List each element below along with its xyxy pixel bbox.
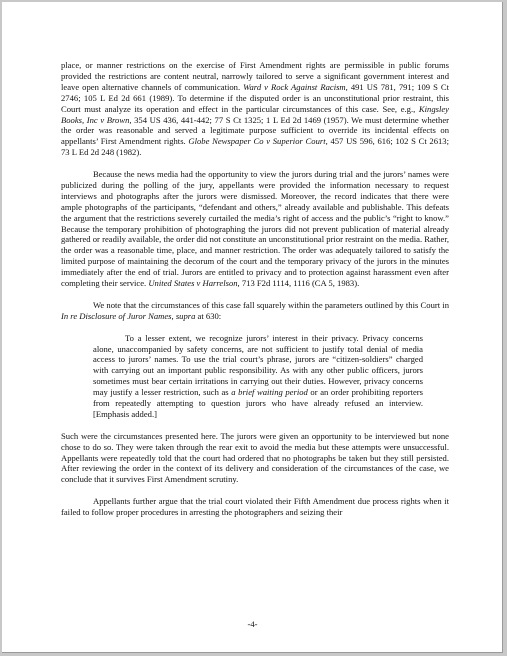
text-segment: at 630:	[195, 310, 222, 321]
citation-italic: Ward v Rock Against Racism	[243, 81, 346, 92]
text-segment: or an order prohibiting reporters from repeatedly attempting to question jurors who have already refused an interview. [Emphasis added.]	[93, 387, 423, 419]
text-segment: , 713 F2d 1114, 1116 (CA 5, 1983).	[237, 278, 360, 289]
page-number: -4-	[247, 619, 258, 629]
document-page	[2, 2, 503, 653]
citation-italic: Globe Newspaper Co v Superior Court	[188, 136, 326, 147]
citation-italic: a brief waiting period	[231, 387, 308, 398]
paragraph-news-media	[61, 169, 449, 289]
text-segment: , 491 US 781, 791; 109 S Ct 2746; 105 L Ed 2d 661 (1989). To determine if the disputed order is an unconstitutional prior restraint, this Court must analyze its operation and effect in the particular circumstances of this case. See, e.g.,	[61, 81, 449, 114]
text-segment: Appellants further argue that the trial court violated their Fifth Amendment due process rights when it failed to follow proper procedures in arresting the photographers and seizing their	[61, 496, 449, 518]
text-segment: We note that the circumstances of this case fall squarely within the parameters outlined by this Court in	[93, 299, 449, 310]
block-quote	[93, 333, 423, 420]
text-segment: Because the news media had the opportunity to view the jurors during trial and the jurors’ names were publicized during the polling of the jury, appellants were provided the information necessary to request interviews and photographs after the jurors were dismissed. Moreover, the record indicates that there were ample photographs of the participants, “defendant and others,” already available and publishable. This defeats the argument that the restrictions severely curtailed the media’s right of access and the public’s “right to know.” Because the temporary prohibition of photographing the jurors did not prevent publication of material already gathered or readily available, the order did not constitute an unconstitutional prior restraint on the media. Rather, the order was a reasonable time, place, and manner restriction. The order was adequately tailored to satisfy the limited purpose of maintaining the decorum of the court and the temporary privacy of the jurors in the minutes immediately after the end of trial. Jurors are entitled to privacy and to protection against harassment even after completing their service.	[61, 169, 449, 289]
citation-italic: United States v Harrelson	[148, 278, 238, 289]
citation-italic: In re Disclosure of Juror Names	[61, 310, 172, 321]
paragraph-continuation	[61, 60, 449, 158]
paragraph-such-were	[61, 431, 449, 486]
text-segment: , 354 US 436, 441-442; 77 S Ct 1325; 1 L Ed 2d 1469 (1957). We must determine whether the order was reasonable and served a legitimate purpose sufficient to override its incidental effects on appellants’ First Amendment rights.	[61, 114, 449, 147]
text-segment: , 457 US 596, 616; 102 S Ct 2613; 73 L Ed 2d 248 (1982).	[61, 136, 449, 158]
text-segment: To a lesser extent, we recognize jurors’ interest in their privacy. Privacy concerns alone, unaccompanied by safety concerns, are not sufficient to justify total denial of media access to jurors’ names. To use the trial court’s phrase, jurors are “citizen-soldiers” charged with carrying out an important public responsibility. As with any other public officers, jurors sometimes must bear certain irritations in carrying out their duties. However, privacy concerns may justify a lesser restriction, such as	[93, 332, 423, 398]
citation-italic: Kingsley Books, Inc v Brown	[61, 103, 449, 125]
paragraph-appellants-further	[61, 496, 449, 518]
text-segment: ,	[171, 310, 176, 321]
paragraph-circumstances	[61, 300, 449, 322]
text-segment: Such were the circumstances presented here. The jurors were given an opportunity to be interviewed but none chose to do so. They were taken through the rear exit to avoid the media but these attempts were unsuccessful. Appellants were repeatedly told that the court had ordered that no photographs be taken but they still persisted. After reviewing the order in the context of its delivery and consideration of the circumstances of the case, we conclude that it survives First Amendment scrutiny.	[61, 430, 449, 485]
citation-italic: supra	[175, 310, 196, 321]
document-body	[61, 60, 449, 518]
text-segment: place, or manner restrictions on the exercise of First Amendment rights are permissible in public forums provided the restrictions are content neutral, narrowly tailored to serve a significant government interest and leave open alternative channels of communication.	[61, 60, 449, 92]
